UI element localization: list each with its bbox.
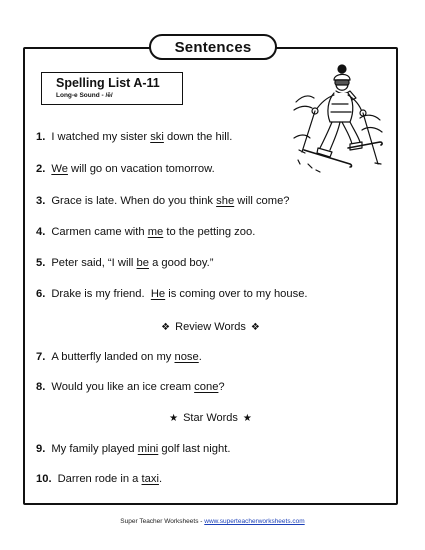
sentence-1 [36, 130, 232, 144]
footer-link[interactable]: www.superteacherworksheets.com [204, 518, 305, 525]
sentence-2 [36, 162, 215, 176]
footer-brand: Super Teacher Worksheets - [120, 518, 205, 525]
spelling-list-subtitle: Long-e Sound - /ē/ [56, 92, 113, 99]
spelling-word: cone [194, 381, 219, 393]
sentence-number: 10. [36, 473, 52, 485]
sentence-5 [36, 256, 213, 270]
sentence-text: Carmen came with [51, 226, 148, 238]
star-words-label: Star Words [183, 412, 238, 424]
sentence-text: down the hill. [163, 131, 233, 143]
sentence-3 [36, 194, 290, 208]
sentence-number: 4. [36, 226, 46, 238]
spelling-list-box [41, 72, 183, 105]
spelling-word: ski [150, 131, 164, 143]
sentence-text: will come? [234, 195, 290, 207]
sentence-number: 8. [36, 381, 46, 393]
sentence-number: 9. [36, 443, 46, 455]
sentence-8 [36, 380, 225, 394]
sentence-10 [36, 472, 162, 486]
sentence-text: Grace is late. When do you think [51, 195, 217, 207]
footer [0, 518, 425, 525]
sentence-number: 1. [36, 131, 46, 143]
review-words-heading [23, 320, 398, 335]
spelling-word: me [147, 226, 164, 238]
spelling-word: taxi [141, 473, 159, 485]
sentence-text: will go on vacation tomorrow. [67, 163, 215, 175]
sentence-text: Would you like an ice cream [51, 381, 195, 393]
sentence-text: . [158, 473, 163, 485]
spelling-word: He [150, 288, 166, 300]
sentence-text: My family played [51, 443, 138, 455]
review-words-label: Review Words [175, 321, 246, 333]
diamond-icon: ❖ [161, 322, 171, 333]
sentence-9 [36, 442, 230, 456]
spelling-word: mini [137, 443, 159, 455]
spelling-word: nose [174, 351, 199, 363]
sentence-text: A butterfly landed on my [51, 351, 175, 363]
star-icon: ★ [242, 413, 252, 424]
sentence-number: 3. [36, 195, 46, 207]
sentence-number: 5. [36, 257, 46, 269]
sentence-text: . [198, 351, 202, 363]
sentence-text: I watched my sister [51, 131, 151, 143]
sentence-text: Drake is my friend. [51, 288, 151, 300]
sentence-text: to the petting zoo. [163, 226, 256, 238]
spelling-word: she [216, 195, 235, 207]
sentence-7 [36, 350, 202, 364]
sentence-text: Darren rode in a [57, 473, 142, 485]
sentence-text: Peter said, “I will [51, 257, 137, 269]
sentence-text: a good boy.” [148, 257, 214, 269]
sentence-4 [36, 225, 255, 239]
star-icon: ★ [169, 413, 179, 424]
sentence-text: golf last night. [158, 443, 231, 455]
spelling-list-title: Spelling List A-11 [56, 76, 160, 90]
sentence-number: 7. [36, 351, 46, 363]
page-title: Sentences [149, 34, 277, 60]
star-words-heading [23, 411, 398, 426]
spelling-word: be [136, 257, 149, 269]
sentence-6 [36, 287, 308, 301]
sentence-number: 6. [36, 288, 46, 300]
sentence-text: ? [218, 381, 225, 393]
diamond-icon: ❖ [250, 322, 260, 333]
skier-illustration [290, 60, 386, 178]
spelling-word: We [51, 163, 68, 175]
sentence-number: 2. [36, 163, 46, 175]
sentence-text: is coming over to my house. [165, 288, 308, 300]
